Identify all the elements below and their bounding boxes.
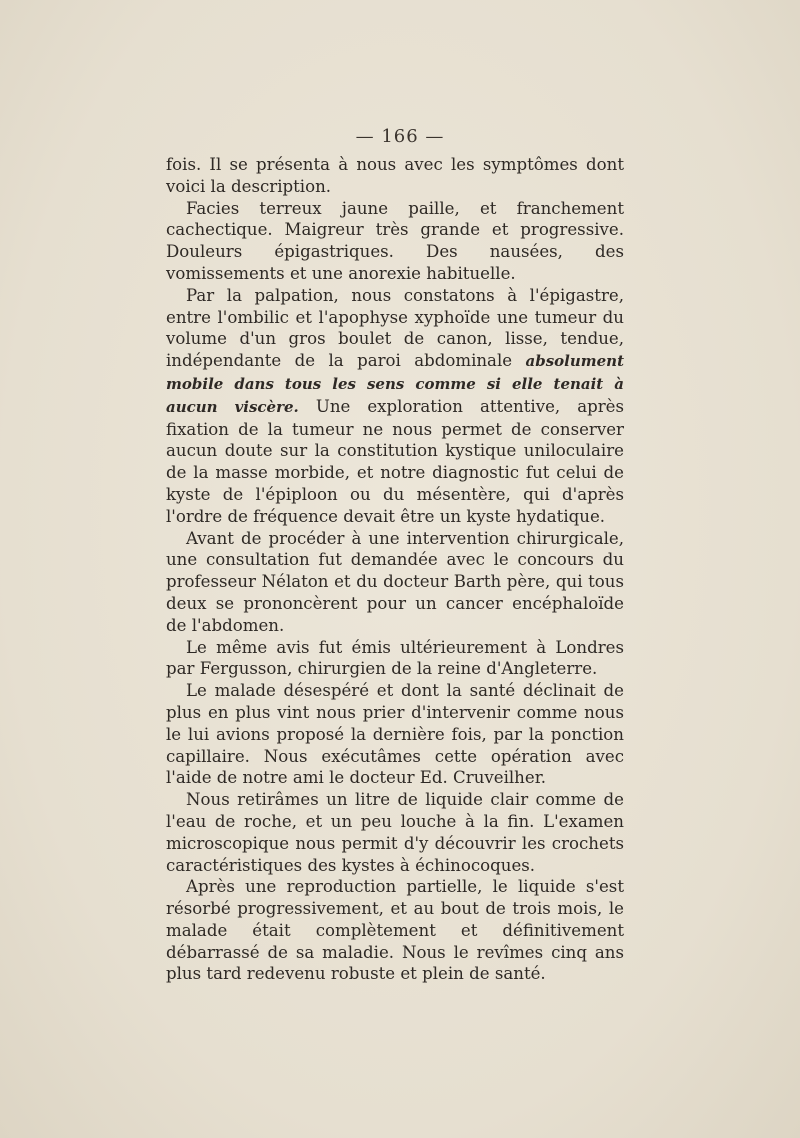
paragraph-4: Avant de procéder à une intervention chirurgicale, une consultation fut demandée avec le concours du professeur Nélaton et du docteur Barth père, qui tous deux se prononcèrent pour un cancer encéphaloïde de l'abdomen.	[166, 528, 624, 635]
paragraph-3-before: Par la palpation, nous constatons à l'épigastre, entre l'ombilic et l'apophyse xyphoïde une tumeur du volume d'un gros boulet de canon, lisse, tendue, indépendante de la paroi abdominale	[166, 285, 624, 371]
page-number: — 166 —	[355, 126, 445, 147]
paragraph-2: Facies terreux jaune paille, et franchement cachectique. Maigreur très grande et progressive. Douleurs épigastriques. Des nausées, des vomissements et une anorexie habituelle.	[166, 198, 624, 283]
paragraph-3	[166, 285, 624, 528]
paragraph-1: fois. Il se présenta à nous avec les symptômes dont voici la description.	[166, 155, 624, 196]
paragraph-3-after: Une exploration attentive, après fixation de la tumeur ne nous permet de conserver aucun doute sur la constitution kystique uniloculaire de la masse morbide, et notre diagnostic fut celui de kyste de l'épiploon ou du mésentère, qui d'après l'ordre de fréquence devait être un kyste hydatique.	[166, 396, 625, 526]
body-text	[166, 154, 624, 985]
paragraph-7: Nous retirâmes un litre de liquide clair comme de l'eau de roche, et un peu louche à la fin. L'examen microscopique nous permit d'y découvrir les crochets caractéristiques des kystes à échinocoques.	[166, 790, 624, 875]
paragraph-5: Le même avis fut émis ultérieurement à Londres par Fergusson, chirurgien de la reine d'Angleterre.	[166, 637, 624, 679]
paragraph-8: Après une reproduction partielle, le liquide s'est résorbé progressivement, et au bout de trois mois, le malade était complètement et définitivement débarrassé de sa maladie. Nous le revîmes cinq ans plus tard redevenu robuste et plein de santé.	[166, 877, 624, 984]
paragraph-6: Le malade désespéré et dont la santé déclinait de plus en plus vint nous prier d'intervenir comme nous le lui avions proposé la dernière fois, par la ponction capillaire. Nous exécutâmes cette opération avec l'aide de notre ami le docteur Ed. Cruveilher.	[166, 681, 624, 788]
paragraph-3-emphasis: absolument mobile dans tous les sens comme si elle tenait à aucun viscère.	[166, 352, 624, 416]
